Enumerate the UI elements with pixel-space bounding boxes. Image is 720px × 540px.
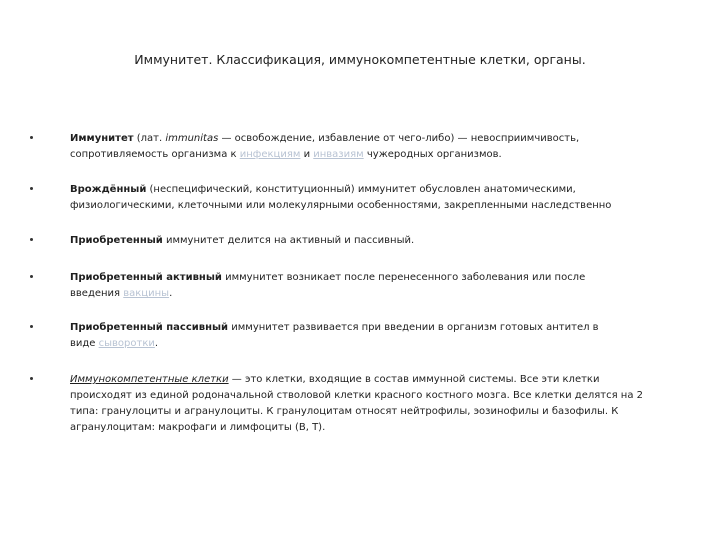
item-text [70, 182, 690, 214]
text-span: и [300, 149, 314, 160]
link-vaccine[interactable]: вакцины [123, 288, 170, 299]
term: Иммунокомпетентные клетки [70, 374, 229, 385]
link-infections[interactable]: инфекциям [239, 149, 301, 160]
term: Врождённый [70, 184, 147, 195]
bullet-icon [30, 136, 33, 139]
term: Приобретенный активный [70, 272, 222, 283]
text-span: физиологическими, клеточными или молекулярными особенностями, закрепленными наследственно [70, 200, 612, 211]
item-text [70, 320, 690, 352]
text-span: иммунитет делится на активный и пассивный. [162, 235, 415, 246]
text-span: чужеродных организмов. [363, 149, 502, 160]
text-span: (лат. [133, 133, 166, 144]
latin-term: immunitas [165, 133, 219, 144]
text-span: сопротивляемость организма к [70, 149, 240, 160]
link-invasions[interactable]: инвазиям [313, 149, 364, 160]
text-span: введения [70, 288, 124, 299]
bullet-icon [30, 187, 33, 190]
text-span: — это клетки, входящие в состав иммунной системы. Все эти клетки [228, 374, 600, 385]
text-span: виде [70, 338, 99, 349]
bullet-icon [30, 325, 33, 328]
page-title: Иммунитет. Классификация, иммунокомпетентные клетки, органы. [134, 52, 586, 67]
item-text [70, 270, 690, 302]
bullet-icon [30, 377, 33, 380]
bullet-icon [30, 238, 33, 241]
term: Приобретенный пассивный [70, 322, 229, 333]
text-span: типа: гранулоциты и агранулоциты. К гранулоцитам относят нейтрофилы, эозинофилы и базофилы. К [70, 406, 619, 417]
text-span: происходят из единой родоначальной стволовой клетки красного костного мозга. Все клетки делятся на 2 [70, 390, 643, 401]
text-span: агранулоцитам: макрофаги и лимфоциты (В, Т). [70, 422, 326, 433]
text-span: (неспецифический, конституционный) иммунитет обусловлен анатомическими, [146, 184, 576, 195]
link-serum[interactable]: сыворотки [98, 338, 155, 349]
text-span: иммунитет развивается при введении в организм готовых антител в [228, 322, 599, 333]
bullet-icon [30, 275, 33, 278]
text-span: иммунитет возникает после перенесенного заболевания или после [221, 272, 586, 283]
item-text [70, 233, 690, 249]
item-text [70, 131, 690, 163]
text-span: — освобождение, избавление от чего-либо) — невосприимчивость, [218, 133, 580, 144]
text-span: . [169, 288, 173, 299]
item-text [70, 372, 690, 436]
term: Приобретенный [70, 235, 163, 246]
term: Иммунитет [70, 133, 134, 144]
text-span: . [154, 338, 159, 349]
